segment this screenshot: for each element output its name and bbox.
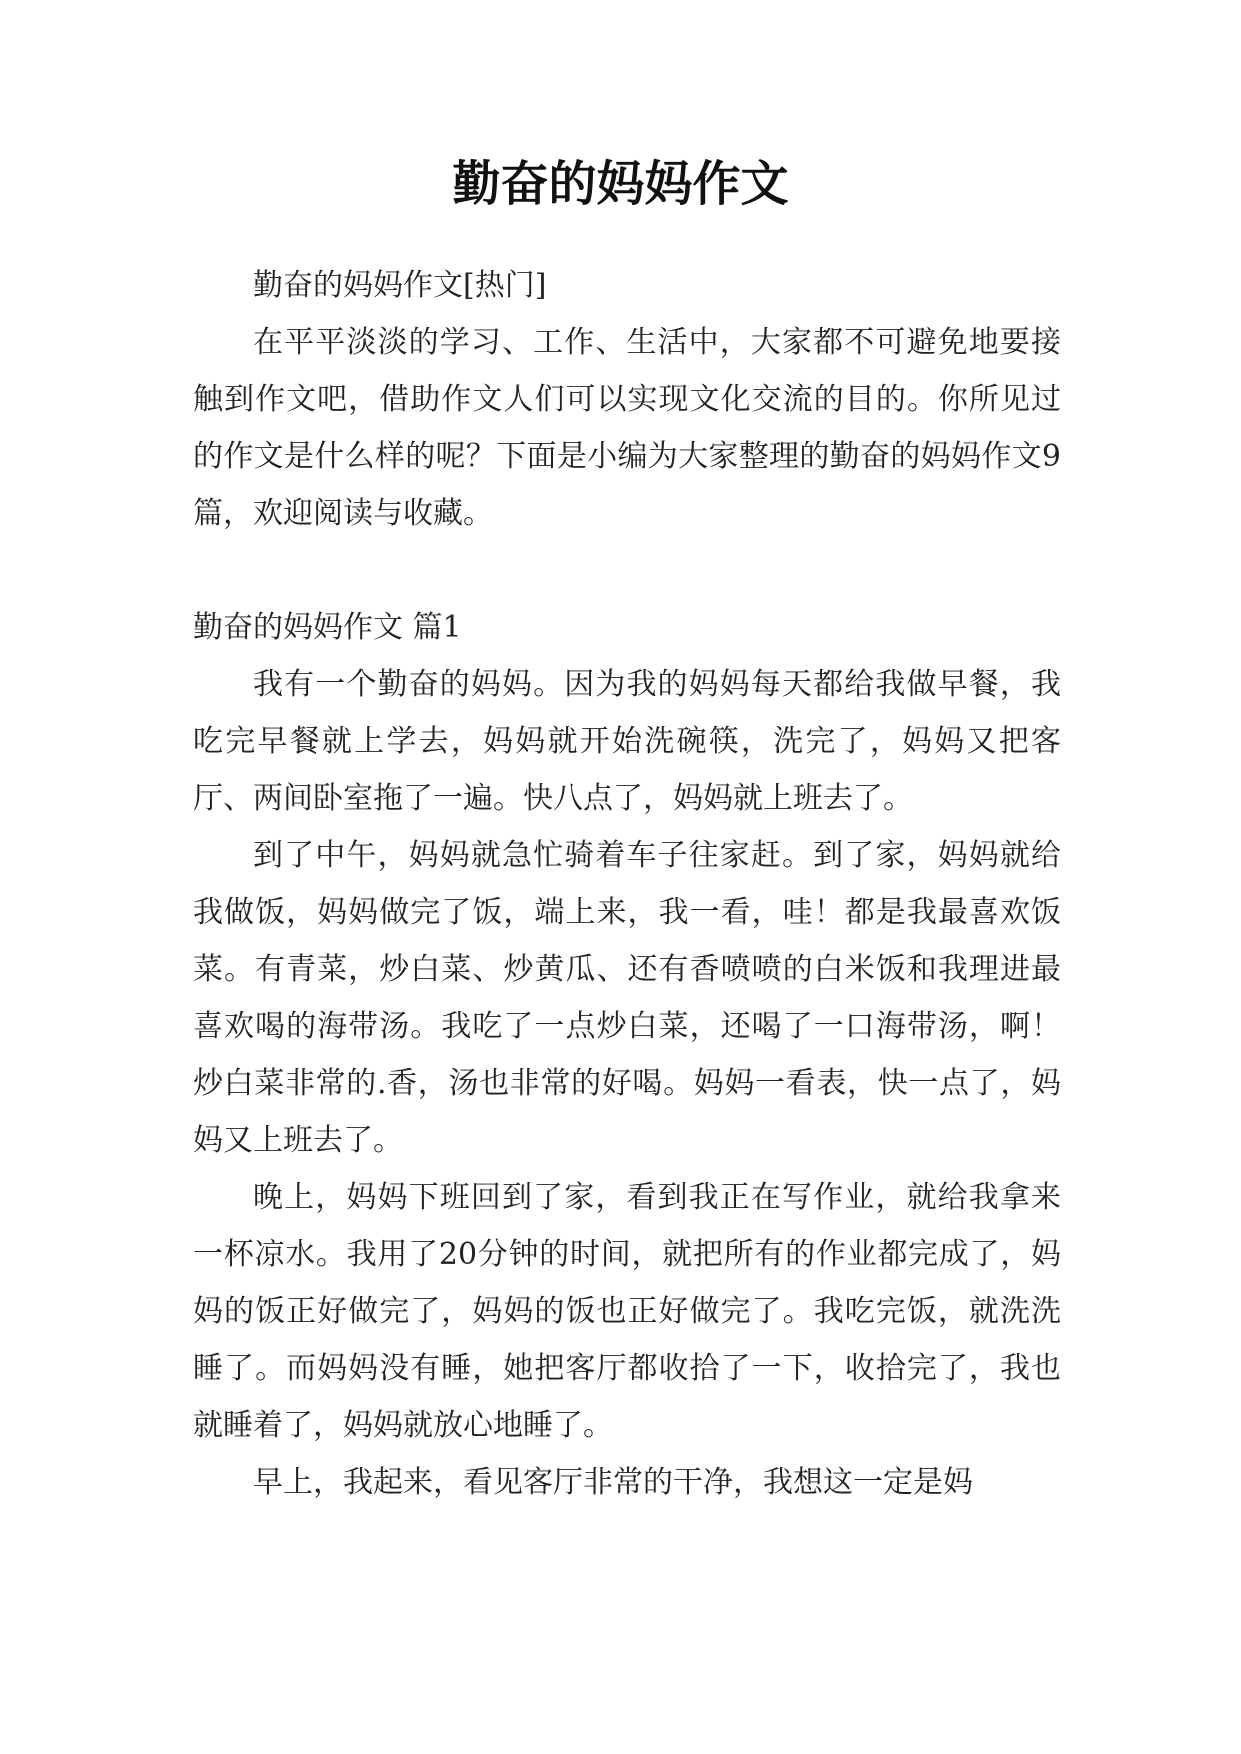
body-paragraph: 我有一个勤奋的妈妈。因为我的妈妈每天都给我做早餐，我吃完早餐就上学去，妈妈就开始洗碗筷，洗完了，妈妈又把客厅、两间卧室拖了一遍。快八点了，妈妈就上班去了。	[193, 667, 1061, 816]
document-subtitle: 勤奋的妈妈作文[热门]	[253, 268, 547, 303]
body-paragraph: 到了中午，妈妈就急忙骑着车子往家赶。到了家，妈妈就给我做饭，妈妈做完了饭，端上来，我一看，哇！都是我最喜欢饭菜。有青菜，炒白菜、炒黄瓜、还有香喷喷的白米饭和我理进最喜欢喝的海带汤。我吃了一点炒白菜，还喝了一口海带汤，啊！炒白菜非常的.香，汤也非常的好喝。妈妈一看表，快一点了，妈妈又上班去了。	[193, 838, 1061, 1158]
document-title: 勤奋的妈妈作文	[452, 156, 789, 212]
document-body	[193, 257, 1061, 1511]
section-title: 勤奋的妈妈作文 篇1	[193, 610, 462, 645]
body-paragraph: 早上，我起来，看见客厅非常的干净，我想这一定是妈	[253, 1465, 973, 1500]
intro-paragraph: 在平平淡淡的学习、工作、生活中，大家都不可避免地要接触到作文吧，借助作文人们可以实现文化交流的目的。你所见过的作文是什么样的呢？下面是小编为大家整理的勤奋的妈妈作文9篇，欢迎阅读与收藏。	[193, 325, 1061, 531]
body-paragraph: 晚上，妈妈下班回到了家，看到我正在写作业，就给我拿来一杯凉水。我用了20分钟的时间，就把所有的作业都完成了，妈妈的饭正好做完了，妈妈的饭也正好做完了。我吃完饭，就洗洗睡了。而妈妈没有睡，她把客厅都收拾了一下，收拾完了，我也就睡着了，妈妈就放心地睡了。	[193, 1180, 1061, 1443]
